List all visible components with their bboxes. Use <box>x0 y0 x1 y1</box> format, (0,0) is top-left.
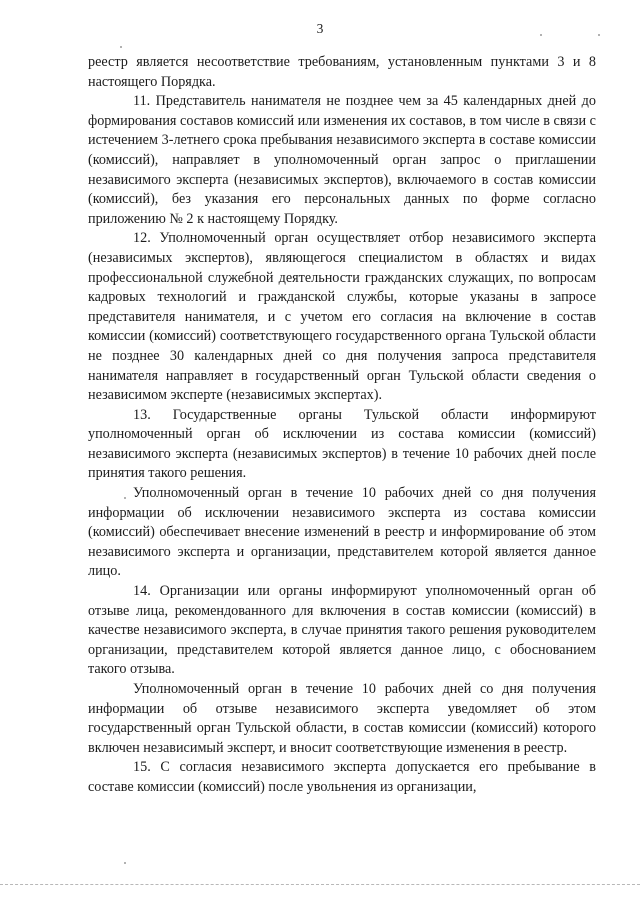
paragraph-item-11: 11. Представитель нанимателя не позднее чем за 45 календарных дней до формирования составов комиссий или изменения их составов, в том числе в связи с истечением 3-летнего срока пребывания независимого эксперта в составе комиссии (комиссий), направляет в уполномоченный орган запрос о приглашении независимого эксперта (независимых экспертов), включаемого в состав комиссии (комиссий), без указания его персональных данных по форме согласно приложению № 2 к настоящему Порядку. <box>88 93 596 227</box>
scan-speck <box>598 34 600 36</box>
scan-speck <box>540 34 542 36</box>
paragraph-item-15: 15. С согласия независимого эксперта допускается его пребывание в составе комиссии (комиссий) после увольнения из организации, <box>88 759 596 795</box>
paragraph-item-14: 14. Организации или органы информируют уполномоченный орган об отзыве лица, рекомендованного для включения в состав комиссии (комиссий) в качестве независимого эксперта, в случае принятия такого решения руководителем организации, представителем которой является данное лицо, с обоснованием такого отзыва. <box>88 583 596 678</box>
scan-speck <box>120 46 122 48</box>
document-body <box>88 53 596 798</box>
paragraph-item-12: 12. Уполномоченный орган осуществляет отбор независимого эксперта (независимых экспертов), являющегося специалистом в областях и видах профессиональной служебной деятельности гражданских служащих, по вопросам кадровых технологий и гражданской службы, которые указаны в запросе представителя нанимателя, и с учетом его согласия на включение в состав комиссии (комиссий) соответствующего государственного органа Тульской области не позднее 30 календарных дней со дня получения запроса представителя нанимателя направляет в государственный орган Тульской области сведения о независимом эксперте (независимых экспертах). <box>88 230 596 404</box>
paragraph-item-13-continued: Уполномоченный орган в течение 10 рабочих дней со дня получения информации об исключении независимого эксперта из состава комиссии (комиссий) обеспечивает внесение изменений в реестр и информирование об этом независимого эксперта и организации, представителем которой является данное лицо. <box>88 485 596 580</box>
scan-fold-line <box>0 884 640 885</box>
scan-speck <box>124 497 126 499</box>
paragraph-continuation: реестр является несоответствие требованиям, установленным пунктами 3 и 8 настоящего Порядка. <box>88 54 596 90</box>
paragraph-item-13: 13. Государственные органы Тульской области информируют уполномоченный орган об исключении из состава комиссии (комиссий) независимого эксперта (независимых экспертов) в течение 10 рабочих дней после принятия такого решения. <box>88 406 596 482</box>
paragraph-item-14-continued: Уполномоченный орган в течение 10 рабочих дней со дня получения информации об отзыве независимого эксперта уведомляет об этом государственный орган Тульской области, в состав комиссии (комиссий) которого включен независимый эксперт, и вносит соответствующие изменения в реестр. <box>88 681 596 756</box>
page-number: 3 <box>316 21 324 36</box>
scan-speck <box>124 862 126 864</box>
